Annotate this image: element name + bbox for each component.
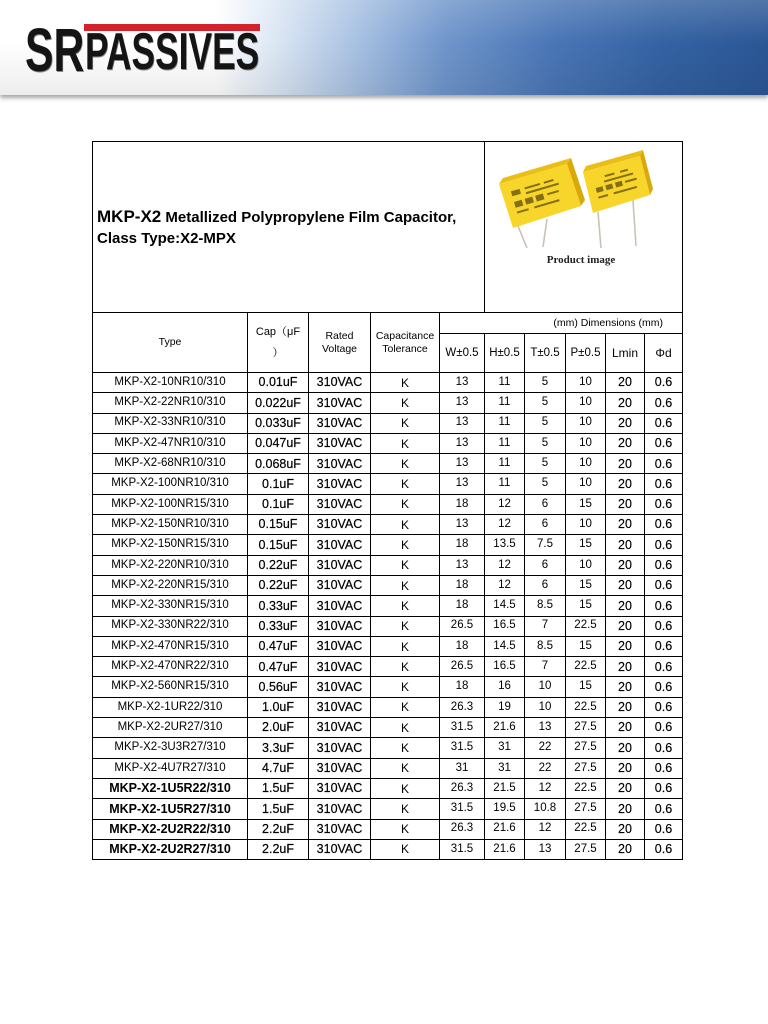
cell-type: MKP-X2-1U5R27/310 [93, 799, 248, 819]
cell-h: 14.5 [485, 637, 525, 657]
cell-d: 0.6 [645, 373, 683, 393]
cell-w: 31.5 [440, 799, 485, 819]
cell-h: 12 [485, 495, 525, 515]
cell-d: 0.6 [645, 657, 683, 677]
cell-voltage: 310VAC [309, 454, 371, 474]
header-banner [0, 0, 768, 95]
cell-type: MKP-X2-2U2R27/310 [93, 840, 248, 860]
cell-p: 22.5 [566, 779, 606, 799]
cell-h: 21.5 [485, 779, 525, 799]
cell-lmin: 20 [606, 698, 645, 718]
capacitor-left [499, 158, 585, 228]
cell-type: MKP-X2-330NR15/310 [93, 596, 248, 616]
cell-w: 13 [440, 454, 485, 474]
cell-t: 10 [525, 698, 566, 718]
cell-h: 31 [485, 759, 525, 779]
cell-d: 0.6 [645, 454, 683, 474]
cell-voltage: 310VAC [309, 698, 371, 718]
cell-type: MKP-X2-100NR15/310 [93, 495, 248, 515]
product-image-cell [484, 141, 683, 313]
table-row [93, 698, 683, 718]
cell-voltage: 310VAC [309, 840, 371, 860]
cell-tolerance: K [371, 434, 440, 454]
cell-p: 22.5 [566, 617, 606, 637]
cell-p: 15 [566, 637, 606, 657]
table-row [93, 474, 683, 494]
cell-w: 13 [440, 434, 485, 454]
cell-voltage: 310VAC [309, 414, 371, 434]
cell-type: MKP-X2-3U3R27/310 [93, 738, 248, 758]
cell-w: 26.3 [440, 779, 485, 799]
cell-voltage: 310VAC [309, 799, 371, 819]
cell-d: 0.6 [645, 495, 683, 515]
cell-type: MKP-X2-2U2R22/310 [93, 820, 248, 840]
cell-tolerance: K [371, 617, 440, 637]
cell-w: 13 [440, 414, 485, 434]
table-row [93, 779, 683, 799]
cell-tolerance: K [371, 596, 440, 616]
cell-w: 18 [440, 637, 485, 657]
cell-type: MKP-X2-1U5R22/310 [93, 779, 248, 799]
cell-cap: 1.5uF [248, 799, 309, 819]
cell-type: MKP-X2-100NR10/310 [93, 474, 248, 494]
cell-voltage: 310VAC [309, 596, 371, 616]
cell-t: 6 [525, 556, 566, 576]
header-height: H±0.5 [485, 334, 525, 373]
cell-voltage: 310VAC [309, 495, 371, 515]
cell-type: MKP-X2-470NR22/310 [93, 657, 248, 677]
cell-tolerance: K [371, 414, 440, 434]
cell-voltage: 310VAC [309, 576, 371, 596]
cell-lmin: 20 [606, 454, 645, 474]
cell-voltage: 310VAC [309, 657, 371, 677]
cell-lmin: 20 [606, 434, 645, 454]
cell-p: 22.5 [566, 698, 606, 718]
cell-cap: 0.47uF [248, 637, 309, 657]
cell-tolerance: K [371, 474, 440, 494]
cell-d: 0.6 [645, 556, 683, 576]
cell-d: 0.6 [645, 596, 683, 616]
table-header [93, 313, 683, 373]
cell-p: 15 [566, 576, 606, 596]
cell-type: MKP-X2-1UR22/310 [93, 698, 248, 718]
cell-p: 10 [566, 474, 606, 494]
table-row [93, 820, 683, 840]
capacitor-right [583, 150, 653, 213]
cell-tolerance: K [371, 535, 440, 555]
cell-voltage: 310VAC [309, 617, 371, 637]
cell-d: 0.6 [645, 779, 683, 799]
cell-lmin: 20 [606, 414, 645, 434]
table-row [93, 677, 683, 697]
table-row [93, 414, 683, 434]
cell-lmin: 20 [606, 393, 645, 413]
cell-d: 0.6 [645, 718, 683, 738]
cell-lmin: 20 [606, 596, 645, 616]
cell-h: 14.5 [485, 596, 525, 616]
table-row [93, 617, 683, 637]
cell-tolerance: K [371, 779, 440, 799]
cell-p: 27.5 [566, 759, 606, 779]
cell-type: MKP-X2-2UR27/310 [93, 718, 248, 738]
cell-t: 5 [525, 393, 566, 413]
cell-voltage: 310VAC [309, 677, 371, 697]
cell-type: MKP-X2-220NR10/310 [93, 556, 248, 576]
product-title [97, 206, 484, 228]
cell-t: 6 [525, 495, 566, 515]
cell-t: 10 [525, 677, 566, 697]
cell-cap: 1.0uF [248, 698, 309, 718]
cell-cap: 2.2uF [248, 820, 309, 840]
cell-p: 27.5 [566, 738, 606, 758]
cell-p: 27.5 [566, 718, 606, 738]
cell-tolerance: K [371, 657, 440, 677]
table-row [93, 556, 683, 576]
cell-type: MKP-X2-470NR15/310 [93, 637, 248, 657]
cell-h: 11 [485, 373, 525, 393]
cell-tolerance: K [371, 738, 440, 758]
cell-lmin: 20 [606, 759, 645, 779]
cell-tolerance: K [371, 698, 440, 718]
product-image-caption: Product image [546, 254, 616, 266]
cell-cap: 0.22uF [248, 576, 309, 596]
cell-p: 10 [566, 434, 606, 454]
cell-d: 0.6 [645, 677, 683, 697]
cell-w: 26.5 [440, 657, 485, 677]
table-row [93, 373, 683, 393]
cell-lmin: 20 [606, 799, 645, 819]
cell-type: MKP-X2-68NR10/310 [93, 454, 248, 474]
cell-d: 0.6 [645, 799, 683, 819]
cell-p: 22.5 [566, 657, 606, 677]
cell-h: 21.6 [485, 718, 525, 738]
cell-p: 10 [566, 515, 606, 535]
cell-w: 18 [440, 535, 485, 555]
table-row [93, 434, 683, 454]
table-row [93, 840, 683, 860]
cell-cap: 0.22uF [248, 556, 309, 576]
cell-cap: 0.33uF [248, 596, 309, 616]
cell-cap: 0.47uF [248, 657, 309, 677]
cell-h: 19 [485, 698, 525, 718]
cell-d: 0.6 [645, 759, 683, 779]
cell-t: 7 [525, 657, 566, 677]
cell-d: 0.6 [645, 535, 683, 555]
cell-cap: 3.3uF [248, 738, 309, 758]
cell-cap: 0.033uF [248, 414, 309, 434]
cell-h: 11 [485, 454, 525, 474]
cell-lmin: 20 [606, 840, 645, 860]
cell-t: 5 [525, 474, 566, 494]
cell-d: 0.6 [645, 820, 683, 840]
cell-cap: 0.56uF [248, 677, 309, 697]
cell-p: 15 [566, 677, 606, 697]
cell-t: 7 [525, 617, 566, 637]
cell-h: 13.5 [485, 535, 525, 555]
header-lead-length: Lmin [606, 334, 645, 373]
cell-p: 15 [566, 495, 606, 515]
cell-p: 10 [566, 393, 606, 413]
cell-p: 10 [566, 414, 606, 434]
cell-cap: 0.15uF [248, 535, 309, 555]
header-rated-voltage: Rated Voltage [309, 313, 371, 373]
cell-w: 26.5 [440, 617, 485, 637]
table-row [93, 738, 683, 758]
cell-t: 12 [525, 820, 566, 840]
cell-cap: 0.1uF [248, 474, 309, 494]
cell-type: MKP-X2-33NR10/310 [93, 414, 248, 434]
cell-voltage: 310VAC [309, 759, 371, 779]
cell-p: 27.5 [566, 799, 606, 819]
cell-d: 0.6 [645, 617, 683, 637]
cell-cap: 4.7uF [248, 759, 309, 779]
table-row [93, 637, 683, 657]
cell-h: 11 [485, 414, 525, 434]
cell-t: 6 [525, 576, 566, 596]
header-tolerance: Capacitance Tolerance [371, 313, 440, 373]
cell-h: 12 [485, 515, 525, 535]
table-row [93, 495, 683, 515]
header-lead-diameter: Φd [645, 334, 683, 373]
cell-h: 11 [485, 474, 525, 494]
cell-voltage: 310VAC [309, 779, 371, 799]
cell-tolerance: K [371, 799, 440, 819]
cell-lmin: 20 [606, 738, 645, 758]
cell-d: 0.6 [645, 393, 683, 413]
cell-t: 5 [525, 373, 566, 393]
cell-lmin: 20 [606, 657, 645, 677]
cell-tolerance: K [371, 820, 440, 840]
cell-h: 12 [485, 556, 525, 576]
cell-d: 0.6 [645, 840, 683, 860]
cell-lmin: 20 [606, 373, 645, 393]
header-dimensions: (mm) Dimensions (mm) [440, 313, 683, 334]
cell-w: 13 [440, 556, 485, 576]
product-image [485, 142, 682, 254]
cell-d: 0.6 [645, 576, 683, 596]
cell-tolerance: K [371, 515, 440, 535]
cell-lmin: 20 [606, 617, 645, 637]
cell-w: 13 [440, 474, 485, 494]
cell-d: 0.6 [645, 738, 683, 758]
cell-d: 0.6 [645, 515, 683, 535]
cell-tolerance: K [371, 759, 440, 779]
logo-passives: PASSIVES [85, 23, 260, 81]
cell-cap: 0.1uF [248, 495, 309, 515]
table-row [93, 759, 683, 779]
cell-tolerance: K [371, 373, 440, 393]
cell-w: 31 [440, 759, 485, 779]
header-type: Type [93, 313, 248, 373]
cell-w: 31.5 [440, 738, 485, 758]
cell-type: MKP-X2-10NR10/310 [93, 373, 248, 393]
cell-h: 16.5 [485, 657, 525, 677]
table-row [93, 535, 683, 555]
cell-w: 31.5 [440, 840, 485, 860]
cell-t: 5 [525, 454, 566, 474]
product-title-cell [92, 141, 485, 313]
cell-w: 18 [440, 677, 485, 697]
cell-d: 0.6 [645, 414, 683, 434]
cell-tolerance: K [371, 718, 440, 738]
table-row [93, 657, 683, 677]
cell-cap: 1.5uF [248, 779, 309, 799]
cell-lmin: 20 [606, 576, 645, 596]
cell-lmin: 20 [606, 535, 645, 555]
cell-t: 8.5 [525, 637, 566, 657]
cell-h: 31 [485, 738, 525, 758]
header-capacitance: Cap（μF ） [248, 313, 309, 373]
cell-voltage: 310VAC [309, 556, 371, 576]
cell-voltage: 310VAC [309, 515, 371, 535]
cell-p: 15 [566, 535, 606, 555]
cell-h: 16.5 [485, 617, 525, 637]
cell-tolerance: K [371, 556, 440, 576]
cell-lmin: 20 [606, 474, 645, 494]
cell-t: 12 [525, 779, 566, 799]
cell-d: 0.6 [645, 698, 683, 718]
cell-t: 13 [525, 718, 566, 738]
cell-voltage: 310VAC [309, 718, 371, 738]
cell-type: MKP-X2-560NR15/310 [93, 677, 248, 697]
cell-voltage: 310VAC [309, 820, 371, 840]
cell-p: 10 [566, 556, 606, 576]
table-row [93, 718, 683, 738]
cell-type: MKP-X2-150NR10/310 [93, 515, 248, 535]
cell-d: 0.6 [645, 637, 683, 657]
cell-voltage: 310VAC [309, 393, 371, 413]
header-width: W±0.5 [440, 334, 485, 373]
cell-d: 0.6 [645, 434, 683, 454]
spec-table [92, 312, 683, 860]
cell-p: 15 [566, 596, 606, 616]
cell-w: 13 [440, 515, 485, 535]
cell-t: 5 [525, 434, 566, 454]
cell-w: 18 [440, 495, 485, 515]
table-row [93, 393, 683, 413]
cell-voltage: 310VAC [309, 535, 371, 555]
cell-h: 19.5 [485, 799, 525, 819]
cell-h: 11 [485, 393, 525, 413]
cell-lmin: 20 [606, 637, 645, 657]
table-row [93, 799, 683, 819]
cell-cap: 0.022uF [248, 393, 309, 413]
cell-voltage: 310VAC [309, 474, 371, 494]
capacitor-lead [543, 219, 547, 247]
cell-voltage: 310VAC [309, 637, 371, 657]
cell-t: 5 [525, 414, 566, 434]
cell-h: 16 [485, 677, 525, 697]
cell-lmin: 20 [606, 495, 645, 515]
cell-w: 13 [440, 373, 485, 393]
capacitor-lead [633, 200, 636, 246]
logo-sr: SR [25, 16, 85, 84]
cell-cap: 0.068uF [248, 454, 309, 474]
cell-cap: 0.047uF [248, 434, 309, 454]
cell-voltage: 310VAC [309, 738, 371, 758]
cell-cap: 2.0uF [248, 718, 309, 738]
cell-p: 10 [566, 373, 606, 393]
cell-lmin: 20 [606, 718, 645, 738]
cell-cap: 2.2uF [248, 840, 309, 860]
cell-h: 11 [485, 434, 525, 454]
cell-w: 18 [440, 596, 485, 616]
cell-type: MKP-X2-330NR22/310 [93, 617, 248, 637]
product-description: Metallized Polypropylene Film Capacitor, [165, 209, 457, 226]
cell-type: MKP-X2-220NR15/310 [93, 576, 248, 596]
cell-t: 10.8 [525, 799, 566, 819]
cell-voltage: 310VAC [309, 373, 371, 393]
cell-w: 26.3 [440, 820, 485, 840]
capacitor-lead [518, 226, 527, 248]
cell-cap: 0.33uF [248, 617, 309, 637]
cell-d: 0.6 [645, 474, 683, 494]
cell-h: 12 [485, 576, 525, 596]
capacitor-lead [598, 212, 601, 248]
cell-lmin: 20 [606, 820, 645, 840]
table-body [93, 373, 683, 860]
cell-cap: 0.01uF [248, 373, 309, 393]
cell-type: MKP-X2-22NR10/310 [93, 393, 248, 413]
cell-tolerance: K [371, 393, 440, 413]
cell-h: 21.6 [485, 820, 525, 840]
table-row [93, 515, 683, 535]
cell-type: MKP-X2-47NR10/310 [93, 434, 248, 454]
product-class-type: Class Type:X2-MPX [97, 230, 236, 247]
cell-t: 7.5 [525, 535, 566, 555]
cell-w: 26.3 [440, 698, 485, 718]
table-row [93, 576, 683, 596]
cell-p: 27.5 [566, 840, 606, 860]
cell-t: 13 [525, 840, 566, 860]
cell-t: 6 [525, 515, 566, 535]
cell-lmin: 20 [606, 556, 645, 576]
table-row [93, 454, 683, 474]
cell-t: 22 [525, 738, 566, 758]
cell-w: 31.5 [440, 718, 485, 738]
cell-p: 10 [566, 454, 606, 474]
cell-lmin: 20 [606, 677, 645, 697]
cell-tolerance: K [371, 840, 440, 860]
cell-tolerance: K [371, 495, 440, 515]
cell-t: 8.5 [525, 596, 566, 616]
cell-tolerance: K [371, 576, 440, 596]
header-thickness: T±0.5 [525, 334, 566, 373]
cell-voltage: 310VAC [309, 434, 371, 454]
cell-tolerance: K [371, 637, 440, 657]
table-row [93, 596, 683, 616]
cell-w: 18 [440, 576, 485, 596]
cell-lmin: 20 [606, 779, 645, 799]
cell-w: 13 [440, 393, 485, 413]
cell-type: MKP-X2-4U7R27/310 [93, 759, 248, 779]
cell-cap: 0.15uF [248, 515, 309, 535]
cell-p: 22.5 [566, 820, 606, 840]
cell-lmin: 20 [606, 515, 645, 535]
cell-h: 21.6 [485, 840, 525, 860]
cell-tolerance: K [371, 454, 440, 474]
product-model: MKP-X2 [97, 207, 162, 226]
cell-tolerance: K [371, 677, 440, 697]
cell-t: 22 [525, 759, 566, 779]
cell-type: MKP-X2-150NR15/310 [93, 535, 248, 555]
header-pitch: P±0.5 [566, 334, 606, 373]
